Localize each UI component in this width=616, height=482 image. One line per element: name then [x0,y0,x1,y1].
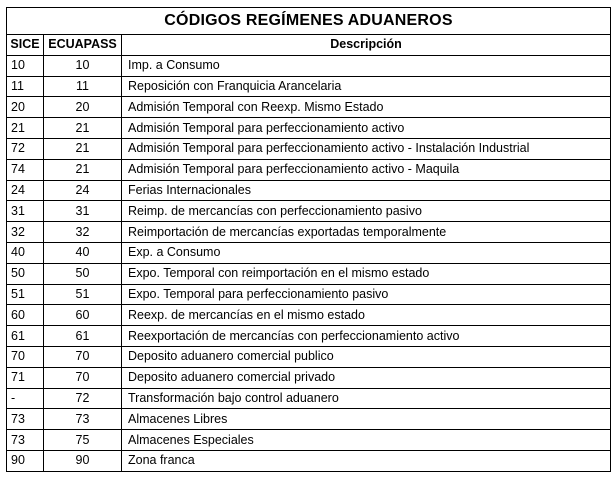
table-row [7,118,611,139]
table-row [7,263,611,284]
cell-ecuapass: 73 [44,409,122,430]
cell-sice: 90 [7,450,44,471]
cell-sice: - [7,388,44,409]
cell-descripcion: Admisión Temporal para perfeccionamiento activo - Maquila [122,159,611,180]
table-row [7,346,611,367]
cell-descripcion: Reexp. de mercancías en el mismo estado [122,305,611,326]
cell-descripcion: Transformación bajo control aduanero [122,388,611,409]
cell-descripcion: Admisión Temporal con Reexp. Mismo Estado [122,97,611,118]
cell-descripcion: Exp. a Consumo [122,242,611,263]
cell-ecuapass: 40 [44,242,122,263]
header-ecuapass: ECUAPASS [44,35,122,56]
table-row [7,97,611,118]
cell-descripcion: Reimportación de mercancías exportadas temporalmente [122,222,611,243]
table-title: CÓDIGOS REGÍMENES ADUANEROS [7,8,611,35]
table-row [7,430,611,451]
table-row [7,55,611,76]
cell-ecuapass: 51 [44,284,122,305]
cell-sice: 21 [7,118,44,139]
cell-ecuapass: 11 [44,76,122,97]
cell-descripcion: Imp. a Consumo [122,55,611,76]
cell-ecuapass: 10 [44,55,122,76]
table-row [7,326,611,347]
table-row [7,367,611,388]
cell-descripcion: Ferias Internacionales [122,180,611,201]
cell-ecuapass: 21 [44,118,122,139]
cell-ecuapass: 75 [44,430,122,451]
header-descripcion: Descripción [122,35,611,56]
cell-sice: 51 [7,284,44,305]
table-row [7,388,611,409]
cell-sice: 11 [7,76,44,97]
cell-descripcion: Deposito aduanero comercial privado [122,367,611,388]
cell-ecuapass: 24 [44,180,122,201]
cell-ecuapass: 60 [44,305,122,326]
cell-sice: 73 [7,409,44,430]
codes-sheet [6,7,611,472]
cell-descripcion: Reposición con Franquicia Arancelaria [122,76,611,97]
cell-sice: 31 [7,201,44,222]
table-row [7,305,611,326]
cell-ecuapass: 32 [44,222,122,243]
table-row [7,242,611,263]
cell-ecuapass: 72 [44,388,122,409]
cell-sice: 70 [7,346,44,367]
cell-ecuapass: 20 [44,97,122,118]
cell-ecuapass: 70 [44,367,122,388]
cell-sice: 32 [7,222,44,243]
cell-sice: 73 [7,430,44,451]
table-row [7,284,611,305]
cell-descripcion: Admisión Temporal para perfeccionamiento activo - Instalación Industrial [122,138,611,159]
cell-descripcion: Admisión Temporal para perfeccionamiento activo [122,118,611,139]
table-row [7,450,611,471]
title-row [7,8,611,35]
table-row [7,138,611,159]
table-row [7,409,611,430]
cell-descripcion: Almacenes Libres [122,409,611,430]
cell-descripcion: Expo. Temporal para perfeccionamiento pasivo [122,284,611,305]
cell-sice: 74 [7,159,44,180]
cell-sice: 60 [7,305,44,326]
cell-sice: 24 [7,180,44,201]
table-row [7,159,611,180]
cell-descripcion: Almacenes Especiales [122,430,611,451]
cell-descripcion: Reexportación de mercancías con perfeccionamiento activo [122,326,611,347]
cell-sice: 61 [7,326,44,347]
table-row [7,201,611,222]
regimes-table [6,7,611,472]
cell-sice: 40 [7,242,44,263]
table-row [7,76,611,97]
cell-ecuapass: 31 [44,201,122,222]
cell-ecuapass: 21 [44,159,122,180]
cell-ecuapass: 21 [44,138,122,159]
cell-descripcion: Reimp. de mercancías con perfeccionamiento pasivo [122,201,611,222]
cell-ecuapass: 90 [44,450,122,471]
cell-ecuapass: 61 [44,326,122,347]
cell-sice: 50 [7,263,44,284]
cell-sice: 72 [7,138,44,159]
header-row [7,35,611,56]
cell-sice: 10 [7,55,44,76]
cell-ecuapass: 70 [44,346,122,367]
cell-descripcion: Expo. Temporal con reimportación en el mismo estado [122,263,611,284]
header-sice: SICE [7,35,44,56]
table-row [7,222,611,243]
cell-descripcion: Zona franca [122,450,611,471]
table-row [7,180,611,201]
table-body [7,55,611,471]
cell-sice: 20 [7,97,44,118]
cell-ecuapass: 50 [44,263,122,284]
cell-descripcion: Deposito aduanero comercial publico [122,346,611,367]
cell-sice: 71 [7,367,44,388]
